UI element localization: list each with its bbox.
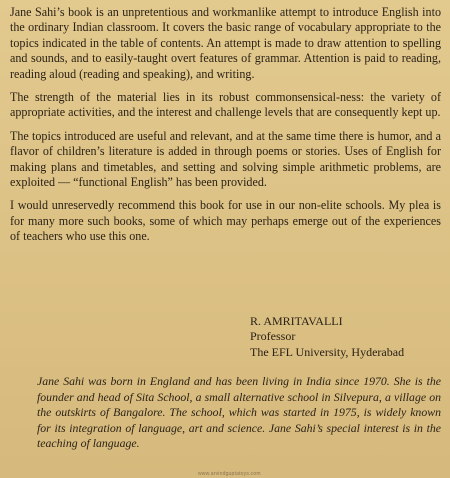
- author-bio: Jane Sahi was born in England and has been living in India since 1970. She is the founder and head of Sita School, a small alternative school in Silvepura, a village on the outskirts of Bangalore. The school, which was started in 1975, is widely known for its integration of language, art and science. Jane Sahi’s special interest is in the teaching of language.: [37, 374, 441, 450]
- review-paragraph: The topics introduced are useful and relevant, and at the same time there is humor, and a flavor of children’s literature is added in through poems or stories. Uses of English for making plans and timetables, and setting and solving simple arithmetic problems, are exploited — “functional English” has been provided.: [10, 128, 441, 190]
- review-paragraph: I would unreservedly recommend this book for use in our non-elite schools. My plea is for many more such books, some of which may perhaps emerge out of the experiences of teachers who use this one.: [10, 198, 441, 244]
- review-blurb: [10, 5, 441, 253]
- review-paragraph: Jane Sahi’s book is an unpretentious and workmanlike attempt to introduce English into the ordinary Indian classroom. It covers the basic range of vocabulary appropriate to the topics indicated in the table of contents. An attempt is made to draw attention to spelling and sounds, and to easily-taught overt features of grammar. Attention is paid to reading, reading aloud (reading and speaking), and writing.: [10, 5, 441, 81]
- reviewer-signature: [250, 314, 440, 360]
- watermark-text: www.arvindguptatoys.com: [198, 471, 261, 477]
- reviewer-affiliation: The EFL University, Hyderabad: [250, 344, 405, 359]
- reviewer-title: Professor: [250, 329, 296, 344]
- review-paragraph: The strength of the material lies in its robust commonsensical-ness: the variety of appropriate activities, and the interest and challenge levels that are consequently kept up.: [10, 90, 441, 120]
- reviewer-name: R. AMRITAVALLI: [250, 314, 343, 328]
